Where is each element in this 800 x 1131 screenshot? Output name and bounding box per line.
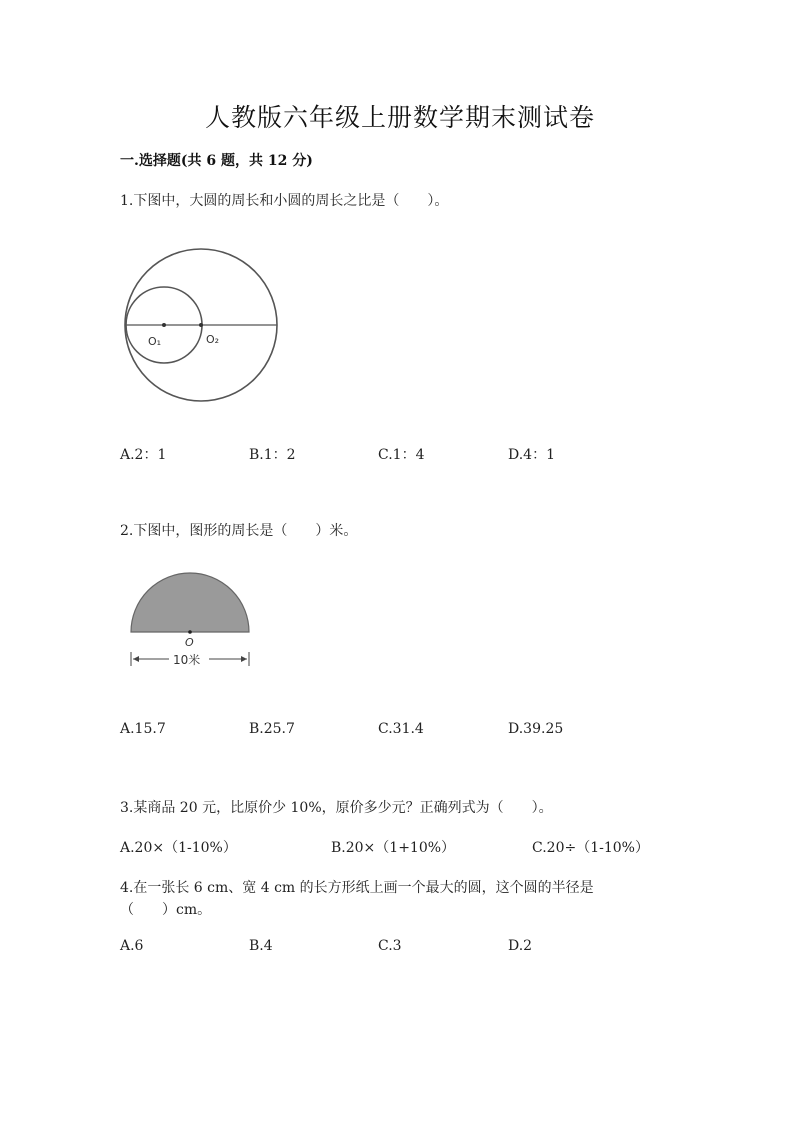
label-o2: O₂ bbox=[206, 333, 220, 346]
dimension-arrow-right bbox=[241, 656, 247, 662]
center-point-o1 bbox=[162, 323, 166, 327]
q1-option-b: B.1：2 bbox=[249, 447, 296, 463]
q4-option-b: B.4 bbox=[249, 938, 273, 954]
center-point-o2 bbox=[199, 323, 203, 327]
dimension-arrow-left bbox=[133, 656, 139, 662]
question-4-text-line2: （ ）cm。 bbox=[120, 902, 212, 918]
center-point-o bbox=[188, 630, 192, 634]
dimension-label: 10米 bbox=[173, 653, 201, 667]
question-2-figure bbox=[125, 572, 255, 672]
q1-option-a: A.2：1 bbox=[120, 447, 167, 463]
q4-option-d: D.2 bbox=[508, 938, 533, 954]
q2-option-a: A.15.7 bbox=[120, 721, 166, 737]
question-3-text: 3.某商品 20 元，比原价少 10%，原价多少元？正确列式为（ ）。 bbox=[120, 800, 553, 816]
q2-option-c: C.31.4 bbox=[378, 721, 424, 737]
q1-option-d: D.4：1 bbox=[508, 447, 555, 463]
q3-option-a: A.20×（1-10%） bbox=[120, 840, 237, 856]
q2-option-d: D.39.25 bbox=[508, 721, 564, 737]
semicircle-shape bbox=[131, 573, 249, 632]
section-heading: 一.选择题(共 6 题，共 12 分) bbox=[120, 153, 313, 169]
question-1-text: 1.下图中，大圆的周长和小圆的周长之比是（ ）。 bbox=[120, 193, 449, 209]
label-o1: O₁ bbox=[148, 335, 162, 348]
label-o: O bbox=[185, 636, 194, 649]
q1-option-c: C.1：4 bbox=[378, 447, 425, 463]
page-title: 人教版六年级上册数学期末测试卷 bbox=[204, 103, 595, 132]
q2-option-b: B.25.7 bbox=[249, 721, 295, 737]
question-4-text-line1: 4.在一张长 6 cm、宽 4 cm 的长方形纸上画一个最大的圆，这个圆的半径是 bbox=[120, 880, 594, 896]
q4-option-a: A.6 bbox=[120, 938, 144, 954]
q4-option-c: C.3 bbox=[378, 938, 402, 954]
question-1-figure bbox=[118, 245, 288, 405]
question-2-text: 2.下图中，图形的周长是（ ）米。 bbox=[120, 523, 358, 539]
q3-option-b: B.20×（1+10%） bbox=[331, 840, 456, 856]
q3-option-c: C.20÷（1-10%） bbox=[532, 840, 649, 856]
